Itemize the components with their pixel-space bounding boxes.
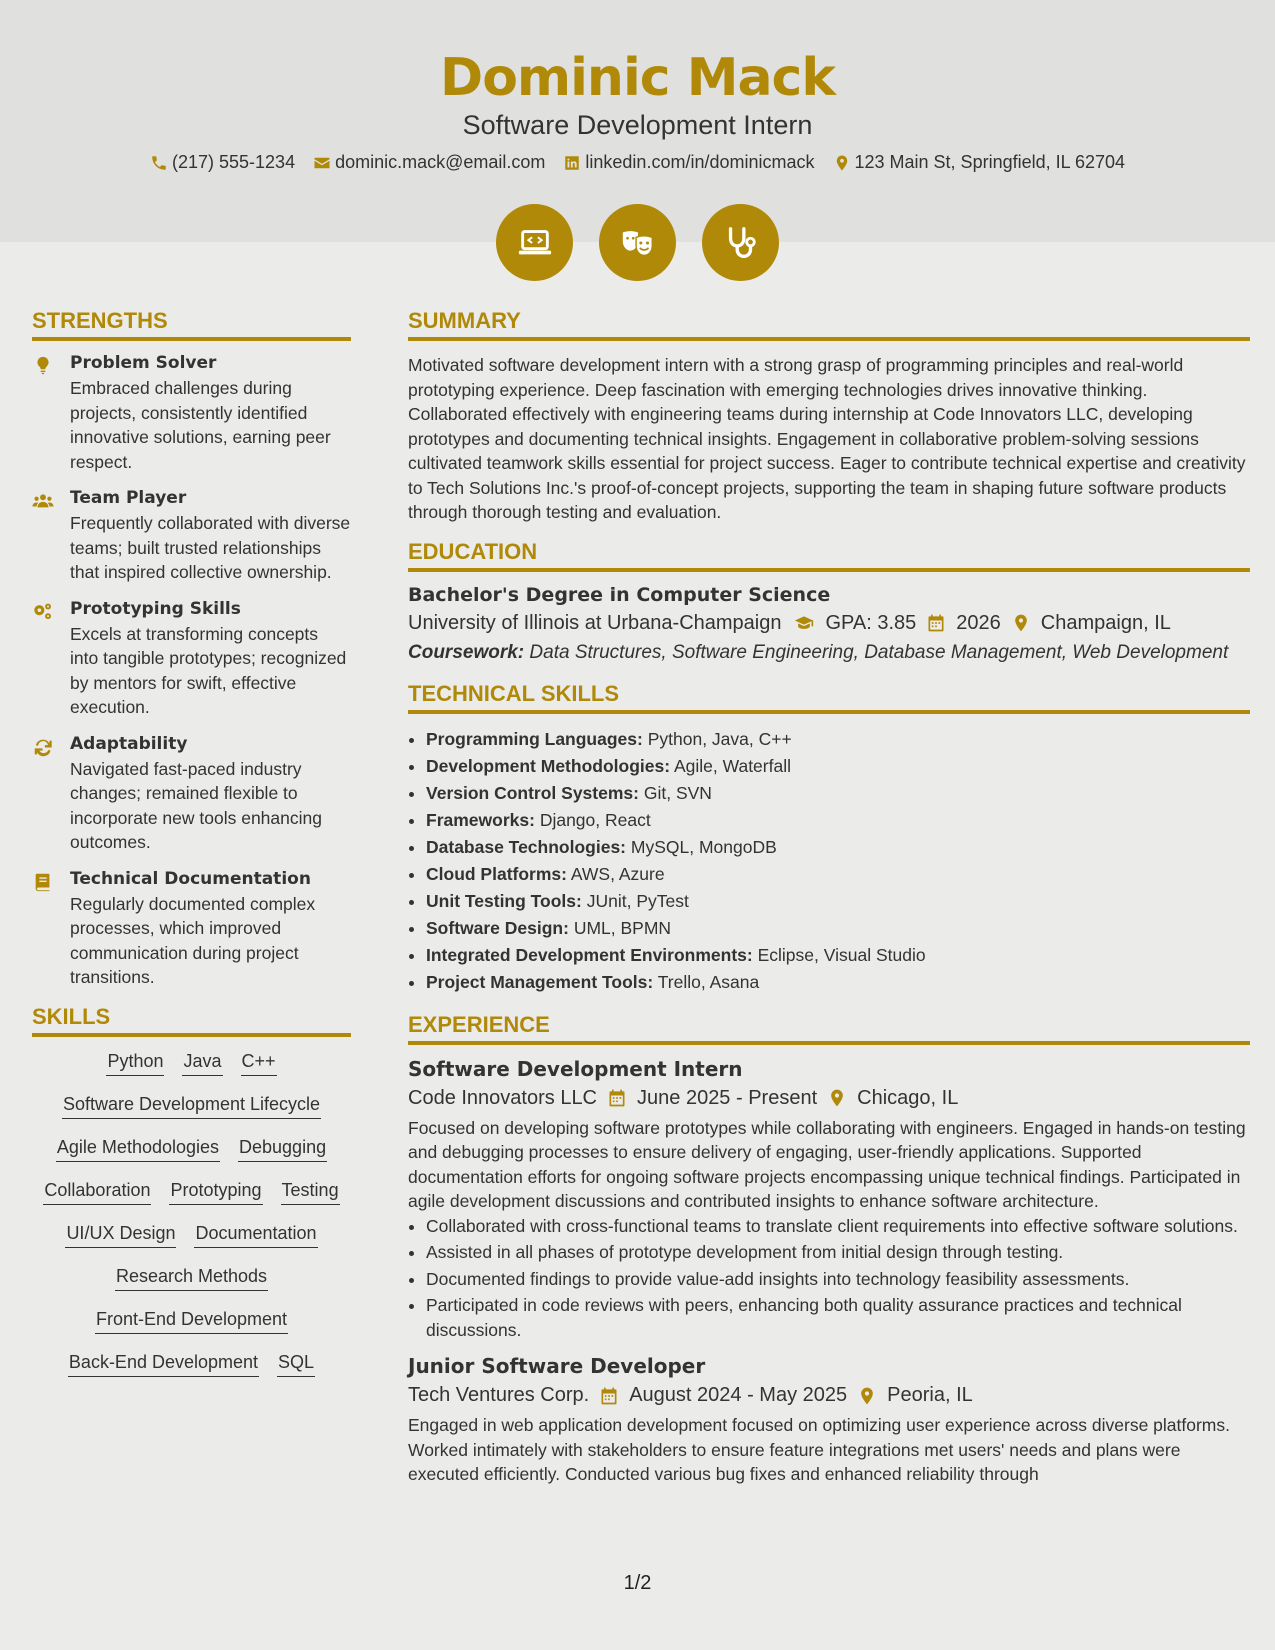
calendar-icon xyxy=(599,1386,619,1406)
skill-value: UML, BPMN xyxy=(573,917,672,938)
job-meta xyxy=(408,1384,1250,1407)
laptop-code-icon xyxy=(516,224,554,262)
degree-title: Bachelor's Degree in Computer Science xyxy=(408,583,831,606)
education-heading: EDUCATION xyxy=(408,539,1250,572)
strength-title: Team Player xyxy=(70,488,187,508)
candidate-name: Dominic Mack xyxy=(440,48,835,108)
skill-chip: Software Development Lifecycle xyxy=(62,1094,321,1119)
right-column xyxy=(408,308,1250,1487)
job-location: Peoria, IL xyxy=(887,1384,973,1406)
left-column xyxy=(32,308,351,1395)
strength-item xyxy=(32,353,351,474)
skill-label: Version Control Systems: xyxy=(426,782,639,803)
strength-item xyxy=(32,734,351,855)
summary-heading: SUMMARY xyxy=(408,308,1250,341)
skill-row xyxy=(32,1266,351,1291)
skill-chip: Back-End Development xyxy=(68,1352,259,1377)
badge-stethoscope xyxy=(702,204,779,281)
contact-phone[interactable] xyxy=(150,152,295,173)
skill-value: Trello, Asana xyxy=(657,971,760,992)
phone-icon xyxy=(150,154,168,172)
skill-chip: Java xyxy=(182,1051,222,1076)
contact-linkedin[interactable] xyxy=(563,152,814,173)
skill-chip: UI/UX Design xyxy=(65,1223,176,1248)
contact-address xyxy=(833,152,1126,173)
interest-badges xyxy=(0,204,1275,281)
skill-label: Cloud Platforms: xyxy=(426,863,567,884)
skill-label: Database Technologies: xyxy=(426,836,627,857)
skill-value: Python, Java, C++ xyxy=(647,728,792,749)
skill-chip: Testing xyxy=(281,1180,340,1205)
experience-heading: EXPERIENCE xyxy=(408,1012,1250,1045)
list-item xyxy=(426,807,1250,834)
users-icon xyxy=(32,490,54,512)
skill-row xyxy=(32,1180,351,1205)
company-name: Code Innovators LLC xyxy=(408,1086,598,1109)
skills-section xyxy=(32,1004,351,1377)
skill-value: AWS, Azure xyxy=(570,863,665,884)
school-location: Champaign, IL xyxy=(1040,611,1171,634)
skill-chip: Collaboration xyxy=(43,1180,151,1205)
company-name: Tech Ventures Corp. xyxy=(408,1384,590,1406)
page-number: 1/2 xyxy=(623,1572,652,1594)
job-entry xyxy=(408,1354,1250,1487)
coursework-text: Data Structures, Software Engineering, Database Management, Web Development xyxy=(529,641,1229,663)
skill-chip: Front-End Development xyxy=(95,1309,288,1334)
theater-masks-icon xyxy=(619,224,657,262)
strength-item xyxy=(32,599,351,720)
skill-value: Agile, Waterfall xyxy=(673,755,791,776)
skill-label: Programming Languages: xyxy=(426,728,643,749)
lightbulb-icon xyxy=(32,355,54,377)
strength-desc: Excels at transforming concepts into tangible prototypes; recognized by mentors for swift, effective execution. xyxy=(70,623,347,717)
list-item xyxy=(426,753,1250,780)
job-entry xyxy=(408,1057,1250,1343)
strength-title: Problem Solver xyxy=(70,353,217,373)
job-dates: August 2024 - May 2025 xyxy=(629,1384,848,1406)
stethoscope-icon xyxy=(722,224,760,262)
skill-label: Unit Testing Tools: xyxy=(426,890,582,911)
gpa-text: GPA: 3.85 xyxy=(825,611,917,634)
list-item xyxy=(426,969,1250,996)
map-marker-icon xyxy=(827,1088,847,1108)
list-item: • Assisted in all phases of prototype development from initial design through testing. xyxy=(426,1240,1250,1265)
job-meta xyxy=(408,1087,1250,1110)
book-icon xyxy=(32,871,54,893)
contact-bar xyxy=(0,152,1275,173)
strength-desc: Embraced challenges during projects, consistently identified innovative solutions, earning peer respect. xyxy=(70,378,331,472)
skill-value: Git, SVN xyxy=(643,782,712,803)
skill-value: Django, React xyxy=(539,809,651,830)
list-item xyxy=(426,942,1250,969)
envelope-icon xyxy=(313,154,331,172)
graduation-cap-icon xyxy=(792,613,816,633)
strength-title: Adaptability xyxy=(70,733,188,754)
list-item xyxy=(426,780,1250,807)
skill-label: Software Design: xyxy=(426,917,569,938)
skill-row xyxy=(32,1352,351,1377)
calendar-icon xyxy=(926,613,946,633)
skill-label: Integrated Development Environments: xyxy=(426,944,753,965)
list-item xyxy=(426,888,1250,915)
list-item: • Participated in code reviews with peers, enhancing both quality assurance practices and technical discussions. xyxy=(426,1293,1250,1342)
skill-chip: Agile Methodologies xyxy=(56,1137,220,1162)
strength-desc: Navigated fast-paced industry changes; remained flexible to incorporate new tools enhancing outcomes. xyxy=(70,758,322,852)
skill-chip: C++ xyxy=(241,1051,277,1076)
skill-row xyxy=(32,1094,351,1119)
list-item xyxy=(426,861,1250,888)
strength-item xyxy=(32,869,351,990)
sync-icon xyxy=(32,736,54,758)
skill-chip: Research Methods xyxy=(115,1266,268,1291)
strength-desc: Frequently collaborated with diverse teams; built trusted relationships that inspired collective ownership. xyxy=(70,513,351,582)
skill-chip: Documentation xyxy=(194,1223,317,1248)
skill-chip: SQL xyxy=(277,1352,315,1377)
technical-skills-list xyxy=(408,726,1250,996)
coursework-label: Coursework: xyxy=(408,641,525,663)
technical-skills-heading: TECHNICAL SKILLS xyxy=(408,681,1250,714)
map-marker-icon xyxy=(857,1386,877,1406)
candidate-role: Software Development Intern xyxy=(462,110,813,140)
list-item xyxy=(426,915,1250,942)
skill-chip: Python xyxy=(106,1051,164,1076)
skill-chip: Debugging xyxy=(238,1137,327,1162)
school-name: University of Illinois at Urbana-Champaign xyxy=(408,611,782,634)
cogs-icon xyxy=(32,601,54,623)
skill-row xyxy=(32,1137,351,1162)
skill-row xyxy=(32,1051,351,1076)
linkedin-icon xyxy=(563,154,581,172)
linkedin-text: linkedin.com/in/dominicmack xyxy=(585,152,815,172)
address-text: 123 Main St, Springfield, IL 62704 xyxy=(854,152,1126,172)
job-description: Focused on developing software prototypes while collaborating with engineers. Engaged in hands-on testing and debugging processes to ensure delivery of engaging, user-friendly applications. Supported documentation efforts for ongoing software projects encompassing unique technical findings. Participated in agile development discussions and contributed insights to enhance software architecture. xyxy=(408,1117,1246,1211)
job-title: Junior Software Developer xyxy=(408,1354,706,1378)
strength-title: Prototyping Skills xyxy=(70,598,241,619)
education-meta xyxy=(408,612,1250,635)
list-item: • Collaborated with cross-functional teams to translate client requirements into effective software solutions. xyxy=(426,1214,1250,1239)
list-item: • Documented findings to provide value-add insights into technology feasibility assessments. xyxy=(426,1267,1250,1292)
job-description: Engaged in web application development focused on optimizing user experience across diverse platforms. Worked intimately with stakeholders to ensure feature integrations met users' needs and plans were executed efficiently. Conducted various bug fixes and enhanced reliability through xyxy=(408,1415,1230,1484)
skill-label: Frameworks: xyxy=(426,809,535,830)
map-marker-icon xyxy=(1011,613,1031,633)
skill-value: MySQL, MongoDB xyxy=(630,836,777,857)
job-location: Chicago, IL xyxy=(857,1086,959,1109)
skill-label: Project Management Tools: xyxy=(426,971,654,992)
summary-text: Motivated software development intern with a strong grasp of programming principles and real-world prototyping experience. Deep fascination with emerging technologies drives innovative thinking. Collaborated effectively with engineering teams during internship at Code Innovators LLC, developing prototypes and documenting technical insights. Engagement in collaborative problem-solving sessions cultivated teamwork skills essential for project success. Eager to contribute technical expertise and creativity to Tech Solutions Inc.'s proof-of-concept projects, supporting the team in shaping future software products through thorough testing and evaluation. xyxy=(408,355,1246,522)
job-dates: June 2025 - Present xyxy=(637,1086,818,1109)
strength-title: Technical Documentation xyxy=(70,868,311,889)
contact-email[interactable] xyxy=(313,152,545,173)
phone-text: (217) 555-1234 xyxy=(171,152,296,172)
email-text: dominic.mack@email.com xyxy=(335,152,546,172)
graduation-year: 2026 xyxy=(956,611,1001,634)
badge-masks xyxy=(599,204,676,281)
skill-row xyxy=(32,1223,351,1248)
strengths-heading: STRENGTHS xyxy=(32,308,351,341)
list-item xyxy=(426,726,1250,753)
calendar-icon xyxy=(607,1088,627,1108)
strength-desc: Regularly documented complex processes, which improved communication during project transitions. xyxy=(70,893,316,987)
coursework xyxy=(408,641,1250,665)
job-bullets xyxy=(408,1214,1250,1343)
list-item xyxy=(426,834,1250,861)
skills-heading: SKILLS xyxy=(32,1004,351,1037)
skill-row xyxy=(32,1309,351,1334)
map-marker-icon xyxy=(833,154,851,172)
skill-value: JUnit, PyTest xyxy=(586,890,689,911)
skill-value: Eclipse, Visual Studio xyxy=(757,944,926,965)
strength-item xyxy=(32,488,351,585)
badge-laptop xyxy=(496,204,573,281)
skill-chip: Prototyping xyxy=(169,1180,262,1205)
job-title: Software Development Intern xyxy=(408,1056,743,1081)
skill-label: Development Methodologies: xyxy=(426,755,671,776)
